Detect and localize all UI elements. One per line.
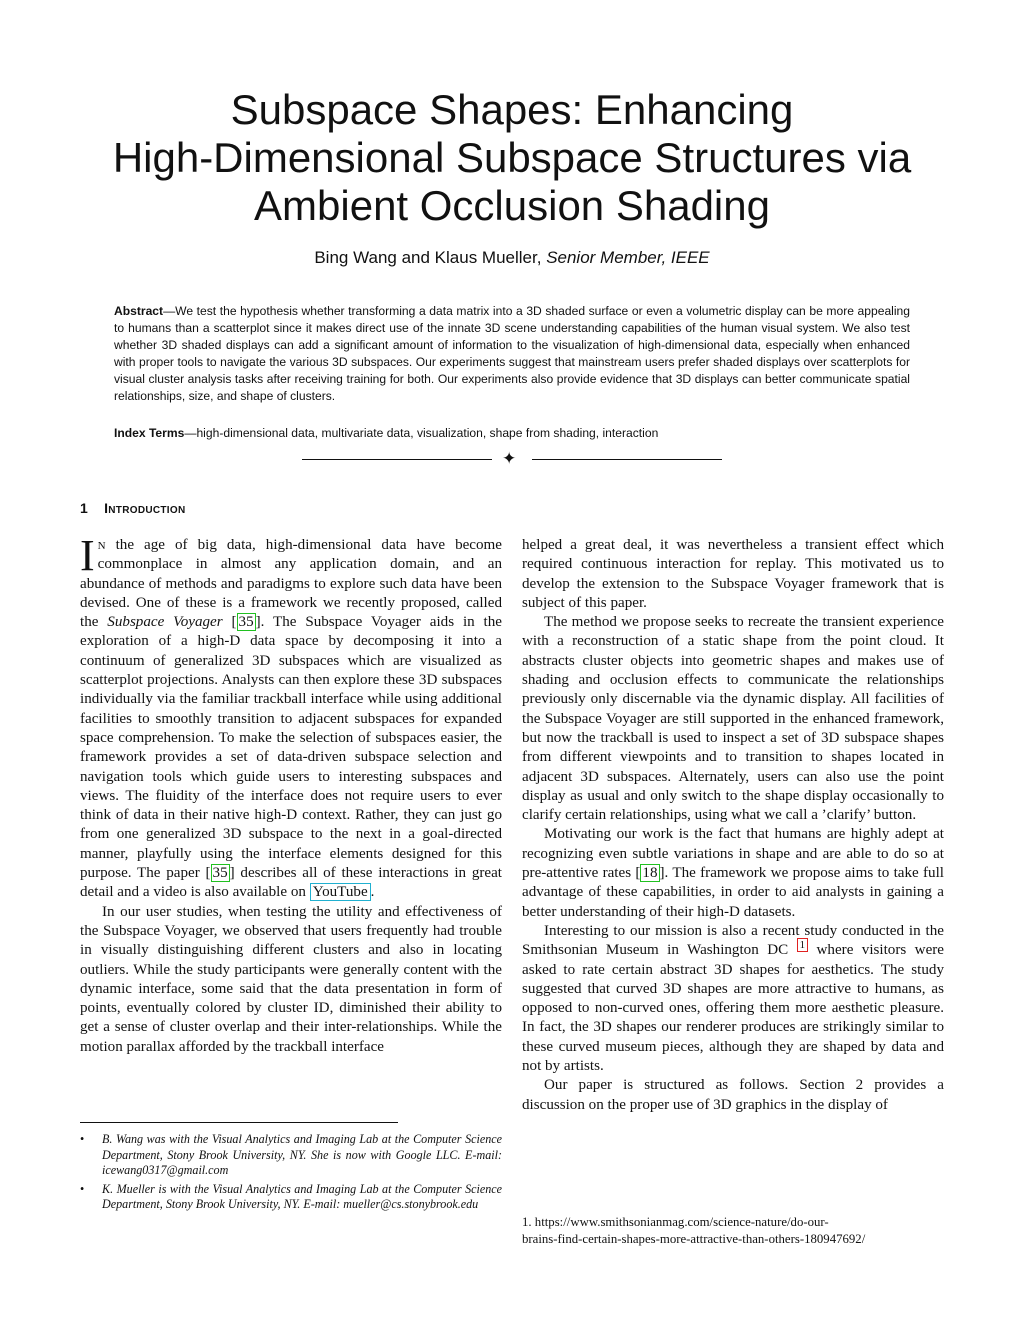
footnote-link[interactable]: 1 — [797, 938, 809, 952]
author-names: Bing Wang and Klaus Mueller, — [314, 248, 542, 267]
section-number: 1 — [80, 500, 89, 516]
text-run: Interesting to our mission is also a recent study conducted in the Smithsonian Museum in Washington DC — [522, 922, 944, 959]
abstract — [114, 303, 910, 406]
section-heading — [80, 500, 185, 516]
paragraph: Motivating our work is the fact that humans are highly adept at recognizing even subtle variations in shape and are able to do so at pre-attentive rates [ 18 ]. The framework we propose aims to take full advantage of these capabilities, in order to aid analysts in gaining a better understanding of their high-D datasets. — [522, 826, 944, 920]
divider-star-icon: ✦ — [502, 449, 517, 468]
paragraph: helped a great deal, it was nevertheless a transient effect which required continuous interaction for replay. This motivated us to develop the extension to the Subspace Voyager framework that is subject of this paper. — [522, 537, 944, 611]
youtube-link[interactable]: YouTube — [310, 883, 371, 901]
index-terms-label: Index Terms — [114, 426, 185, 440]
abstract-label: Abstract — [114, 304, 164, 318]
dropcap: I — [80, 531, 95, 580]
text-run: where visitors were asked to rate certain abstract 3D shapes for aesthetics. The study suggested that curved 3D shapes are more attractive to humans, as opposed to non-curved ones, offering them more aesthetic pleasure. In fact, the 3D shapes our renderer produces are strikingly similar to these curved museum pieces, although they are shaped by data and not by artists. — [522, 942, 945, 1075]
author-footnote — [80, 1132, 502, 1179]
text-run: the age of big data, high-dimensional data have become commonplace in almost any application domain, and an abundance of methods and paradigms to explore such data have been devised. One of these is a framework we recently proposed, called the — [80, 537, 502, 631]
paragraph: Our paper is structured as follows. Section 2 provides a discussion on the proper use of 3D graphics in the display of — [522, 1077, 944, 1113]
text-run: . — [370, 884, 375, 901]
section-title: Introduction — [104, 500, 186, 516]
abstract-text: —We test the hypothesis whether transforming a data matrix into a 3D shaded surface or even a volumetric display can be more appealing to humans than a scatterplot since it makes direct use of the innate 3D scene understanding capabilities of the human visual system. We also test whether 3D shaded displays can add a significant amount of information to the visualization of high-dimensional data, especially when enhanced with proper tools to navigate the various 3D subspaces. Our experiments suggest that mainstream users prefer shaded displays over scatterplots for visual cluster analysis tasks after receiving training for both. Our experiments also provide evidence that 3D displays can better communicate spatial relationships, size, and shape of clusters. — [114, 304, 910, 404]
left-column — [80, 531, 502, 1057]
paragraph — [522, 922, 944, 1076]
paragraph: The method we propose seeks to recreate the transient experience with a reconstruction of a static shape from the point cloud. It abstracts cluster objects into geometric shapes and makes use of shading and occlusion effects to communicate the relationships previously only discernable via the dynamic display. All facilities of the Subspace Voyager are still supported in the enhanced framework, but now the trackball is used to inspect a set of 3D subspace shapes from different viewpoints and to transition to shapes located in adjacent 3D subspaces. Alternately, users can also use the point display as usual and only switch to the shape display occasionally to clarify certain relationships, using what we call a ’clarify’ button. — [522, 614, 944, 824]
authors — [100, 248, 924, 268]
text-run: describes all of these interactions in great detail and a video is also available on — [80, 865, 502, 901]
footnote-line: 1. https://www.smithsonianmag.com/science-nature/do-our- — [522, 1215, 829, 1229]
footnote-text: K. Mueller is with the Visual Analytics and Imaging Lab at the Computer Science Department, Stony Brook University, NY. E-mail: mueller@cs.stonybrook.edu — [102, 1181, 502, 1211]
divider-rule-right — [532, 459, 722, 460]
italic-term: Subspace Voyager — [107, 614, 223, 631]
right-column — [522, 536, 944, 1115]
text-run: . The Subspace Voyager aids in the exploration of a high-D data space by decomposing it into a continuum of generalized 3D subspaces which are visualized as scatterplot projections. Analysts can then explore these 3D subspaces individually via the familiar trackball interface while using additional facilities to smoothly transition to adjacent subspaces for expanded space comprehension. To make the selection of subspaces easier, the framework provides a set of data-driven subspace selection and navigation tools which guide users to interesting subspaces and views. The fluidity of the interface does not require users to ever think of data in their native high-D context. Rather, they can just go from one generalized 3D subspace to the next in a goal-directed manner, playfully using the interface elements designed for this purpose. The paper — [80, 614, 502, 882]
author-footnotes — [80, 1132, 502, 1216]
citation-link[interactable]: 35 — [238, 614, 254, 631]
text-run: Motivating our work is the fact that humans are highly adept at recognizing even subtle variations in shape and are able to do so at pre-attentive rates — [522, 826, 944, 882]
url-footnote — [522, 1214, 944, 1247]
footnote-text: B. Wang was with the Visual Analytics and Imaging Lab at the Computer Science Department, Stony Brook University, NY. She is now with Google LLC. E-mail: icewang0317@gmail.com — [102, 1132, 502, 1177]
divider-rule-left — [302, 459, 492, 460]
index-terms — [114, 425, 910, 442]
author-role: Senior Member, IEEE — [546, 248, 710, 267]
footnote-line: brains-find-certain-shapes-more-attractive-than-others-180947692/ — [522, 1231, 866, 1246]
paper-title — [100, 86, 924, 230]
author-footnote — [80, 1182, 502, 1213]
text-run: . The framework we propose aims to take full advantage of these capabilities, in order to aid analysts in gaining a better understanding of their high-D datasets. — [522, 865, 944, 920]
title-line: High-Dimensional Subspace Structures via — [112, 134, 912, 181]
bullet-icon: • — [80, 1132, 85, 1146]
citation-link[interactable]: 35 — [212, 865, 228, 882]
paragraph: In our user studies, when testing the utility and effectiveness of the Subspace Voyager, we observed that users frequently had trouble in visually distinguishing different clusters and also in locating outliers. While the study participants were generally content with the dynamic interface, some said that the data presentation in form of points, eventually colored by cluster ID, diminished their ability to get a sense of cluster overlap and their inter-relationships. While the motion parallax afforded by the trackball interface — [80, 903, 502, 1055]
footnote-rule — [80, 1122, 398, 1123]
index-terms-text: —high-dimensional data, multivariate data, visualization, shape from shading, interaction — [184, 426, 659, 440]
bullet-icon: • — [80, 1181, 85, 1196]
paragraph: In the age of big data, high-dimensional data have become commonplace in almost any application domain, and an abundance of methods and paradigms to explore such data have been devised. One of these is a framework we recently proposed, called the Subspace Voyager [ 35 ]. The Subspace Voyager aids in the exploration of a high-D data space by decomposing it into a continuum of generalized 3D subspaces which are visualized as scatterplot projections. Analysts can then explore these 3D subspaces individually via the familiar trackball interface while using additional facilities to smoothly transition to adjacent subspaces for expanded space comprehension. To make the selection of subspaces easier, the framework provides a set of data-driven subspace selection and navigation tools which guide users to interesting subspaces and views. The fluidity of the interface does not require users to ever think of data in their native high-D context. Rather, they can just go from one generalized 3D subspace to the next in a goal-directed manner, playfully using the interface elements designed for this purpose. The paper [ 35 ] describes all of these interactions in great detail and a video is also available on YouTube . — [80, 531, 502, 901]
citation-link[interactable]: 18 — [642, 865, 658, 882]
title-line: Ambient Occlusion Shading — [254, 182, 770, 229]
title-line: Subspace Shapes: Enhancing — [230, 86, 794, 133]
smallcaps-text: n — [97, 537, 106, 553]
section-divider — [300, 451, 724, 469]
